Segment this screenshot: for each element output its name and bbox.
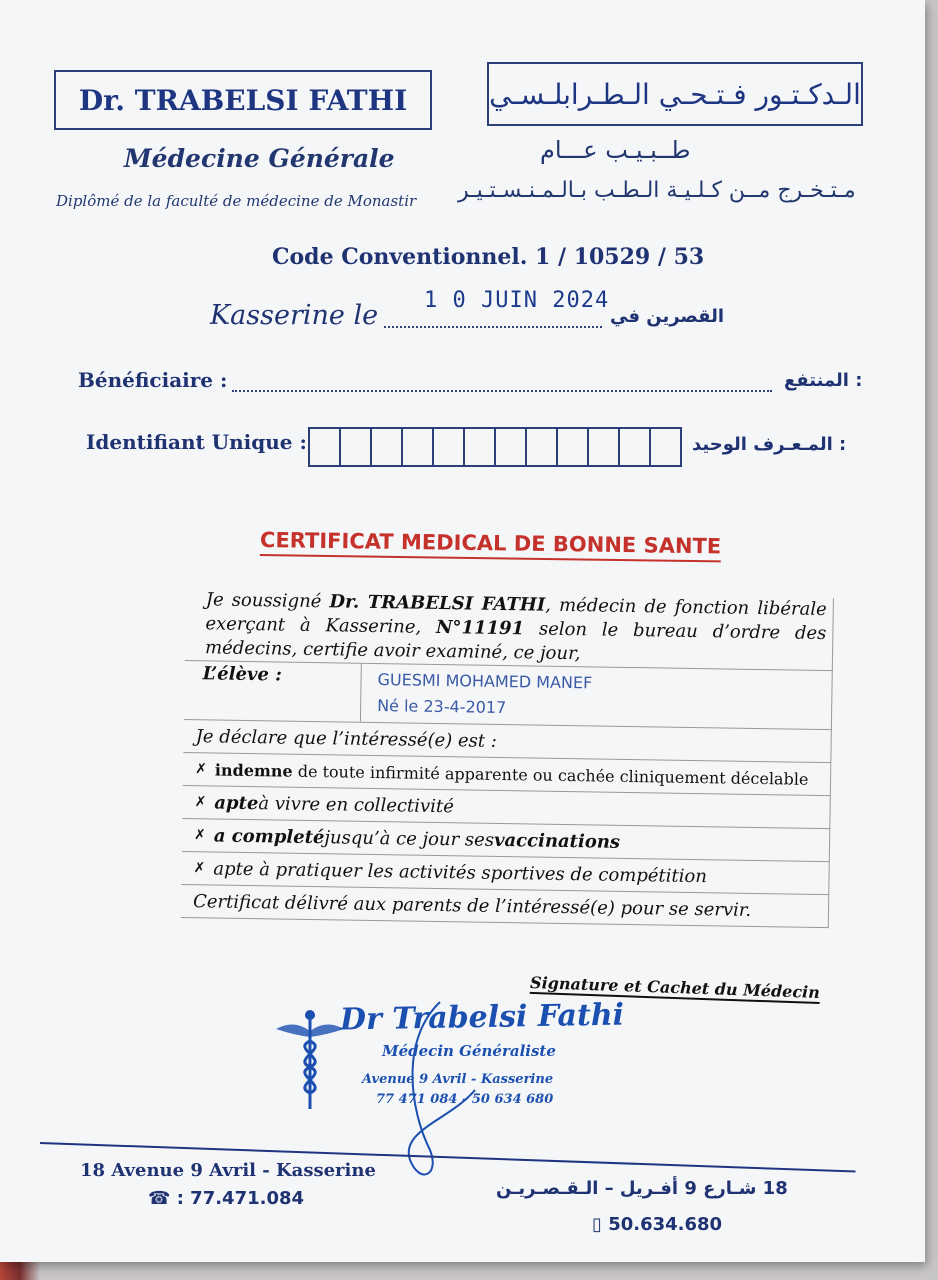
identifier-box [339,427,370,467]
mobile-icon: ▯ [592,1214,602,1235]
bullet-icon: ✗ [195,761,208,778]
stamp-doctor-name: Dr Trabelsi Fathi [339,997,625,1038]
place-label-fr: Kasserine le [210,300,379,331]
student-name: GUESMI MOHAMED MANEF [377,670,593,693]
stamp-address: Avenue 9 Avril - Kasserine [362,1072,554,1087]
signature-scribble [380,1000,490,1190]
intro-text: selon le bureau d’ordre des médecins, certifie avoir examiné, ce jour, [204,618,827,665]
certificate-body [181,588,834,928]
intro-text: Je soussigné [205,589,330,613]
footer-phone-ar [592,1214,722,1235]
bullet-icon: ✗ [193,860,206,877]
beneficiary-label-fr: Bénéficiaire : [78,368,228,392]
declare-text: Je déclare que l’intéressé(e) est : [195,725,498,752]
identifier-box [525,427,556,467]
item4-text: apte à pratiquer les activités sportives de compétition [213,857,708,887]
intro-number: N°11191 [435,616,525,640]
bullet-icon: ✗ [194,794,207,811]
certificate-title: CERTIFICAT MEDICAL DE BONNE SANTE [260,528,722,562]
identifier-box [649,427,682,467]
date-value: 1 0 JUIN 2024 [424,288,610,313]
student-birth: Né le 23-4-2017 [377,696,507,718]
convention-code: Code Conventionnel. 1 / 10529 / 53 [272,244,705,270]
stamp-specialty: Médecin Généraliste [382,1042,556,1060]
item3-bold2: vaccinations [493,829,621,853]
identifier-box [587,427,618,467]
phone-icon: ☎ [148,1188,171,1209]
signature-label: Signature et Cachet du Médecin [529,972,821,1003]
identifier-box [494,427,525,467]
stamp-phones: 77 471 084 - 50 634 680 [376,1092,554,1107]
item2-bold: apte [214,791,259,814]
doctor-name-fr: Dr. TRABELSI FATHI [54,70,432,130]
student-label: L’élève : [184,661,362,722]
intro-text: , médecin de fonction libérale exerçant à Kasserine, [205,594,827,638]
bullet-icon: ✗ [193,827,206,844]
date-dotted-line [384,312,602,328]
item3-text: jusqu’à ce jour ses [324,826,495,851]
item1-bold: indemne [214,759,293,781]
identifier-box [463,427,494,467]
diploma-fr: Diplômé de la faculté de médecine de Monastir [56,192,417,210]
footer-address-fr: 18 Avenue 9 Avril - Kasserine [80,1160,376,1181]
identifier-label-ar: : المـعـرف الوحيد [692,434,847,455]
identifier-box [370,427,401,467]
identifier-box [556,427,587,467]
footer-phone-fr-value: : 77.471.084 [176,1188,305,1209]
student-row [184,661,833,730]
caduceus-icon [270,1005,350,1115]
identifier-box [432,427,463,467]
identifier-box [618,427,649,467]
diploma-ar: مـتـخـرج مــن كـلـيـة الـطـب بـالـمـنـسـتـيـر [458,178,856,203]
beneficiary-label-ar: : المنتفع [784,370,863,391]
item3-bold: a completé [213,824,325,848]
identifier-label-fr: Identifiant Unique : [86,430,307,454]
footer-address-ar: 18 شـارع 9 أفـريل – الـقـصـريـن [496,1178,788,1199]
intro-paragraph [185,588,834,671]
specialty-ar: طــبـيـب عـــام [540,136,691,164]
intro-doctor: Dr. TRABELSI FATHI [329,591,546,616]
student-values [361,667,593,723]
place-label-ar: القصرين في [610,306,725,327]
footer-phone-ar-value: 50.634.680 [608,1214,723,1235]
footer-phone-fr [148,1188,304,1209]
identifier-boxes [308,427,682,463]
item2-text: à vivre en collectivité [258,792,454,817]
doctor-name-ar: الـدكـتـور فـتـحـي الـطـرابلـسـي [487,62,863,126]
beneficiary-dotted-line [232,378,772,392]
identifier-box [401,427,432,467]
closing-text: Certificat délivré aux parents de l’intéressé(e) pour se servir. [192,890,752,921]
item1-text: de toute infirmité apparente ou cachée cliniquement décelable [292,761,809,789]
specialty-fr: Médecine Générale [124,144,395,173]
identifier-box [308,427,339,467]
